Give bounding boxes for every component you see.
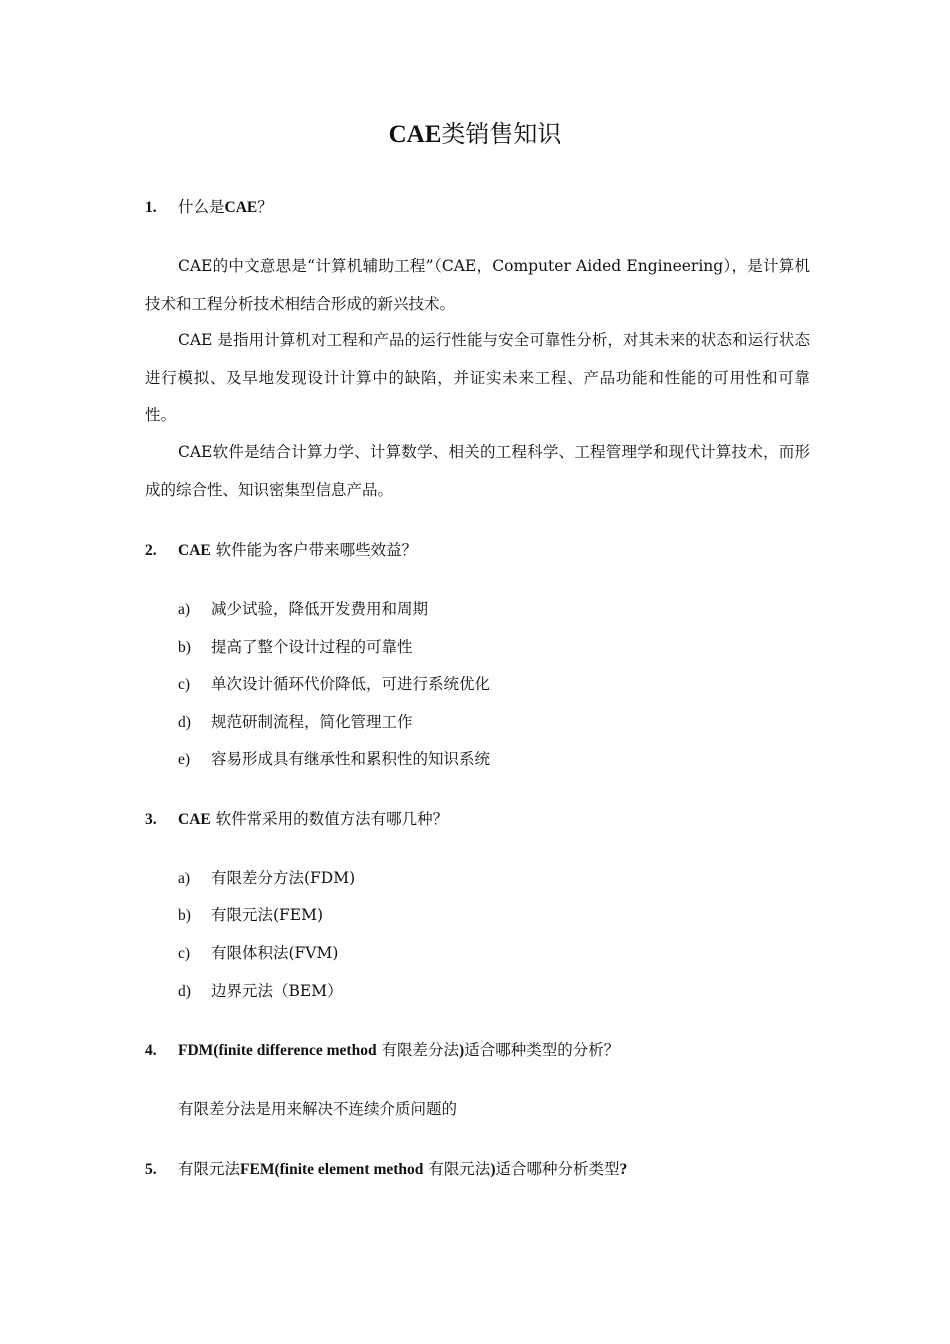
list-text: 减少试验，降低开发费用和周期	[211, 600, 429, 618]
answer-text: 有限差分法是用来解决不连续介质问题的	[178, 1100, 458, 1118]
title-cjk: 类销售知识	[441, 120, 562, 148]
list-text: 单次设计循环代价降低，可进行系统优化	[211, 675, 491, 693]
title-latin: CAE	[388, 121, 442, 148]
list-text: 有限元法(FEM)	[211, 906, 324, 924]
list-text: 容易形成具有继承性和累积性的知识系统	[211, 750, 491, 768]
heading-bold: CAE	[178, 811, 211, 828]
list-letter: d)	[178, 983, 191, 1000]
heading-text: 软件能为客户带来哪些效益？	[215, 541, 418, 559]
list-letter: c)	[178, 676, 191, 693]
heading-text: 适合哪种类型的分析？	[464, 1041, 620, 1059]
section-number: 4.	[145, 1042, 157, 1059]
heading-bold: )	[490, 1161, 496, 1178]
list-letter: c)	[178, 945, 191, 962]
list-letter: a)	[178, 601, 191, 618]
heading-text: 适合哪种分析类型	[495, 1160, 620, 1178]
heading-text: 有限元法	[178, 1160, 241, 1178]
list-text: 边界元法（BEM）	[211, 982, 343, 1000]
heading-text: 有限元法	[428, 1160, 491, 1178]
paragraph: CAE软件是结合计算力学、计算数学、相关的工程科学、工程管理学和现代计算技术，而形成的综合性、知识密集型信息产品。	[145, 443, 810, 499]
paragraph: CAE的中文意思是“计算机辅助工程”（CAE，Computer Aided Engineering），是计算机技术和工程分析技术相结合形成的新兴技术。	[145, 257, 810, 313]
list-text: 有限体积法(FVM)	[211, 944, 339, 962]
list-letter: b)	[178, 907, 191, 924]
list-item	[178, 979, 343, 1004]
list-item	[178, 597, 428, 622]
section-heading-3	[145, 807, 448, 832]
list-item	[178, 941, 338, 966]
heading-text: 软件常采用的数值方法有哪几种？	[215, 810, 449, 828]
list-item	[178, 866, 355, 891]
list-item	[178, 903, 323, 928]
list-text: 有限差分方法(FDM)	[211, 869, 356, 887]
heading-text: ？	[257, 198, 273, 216]
list-item	[178, 710, 413, 735]
list-letter: a)	[178, 870, 191, 887]
section-number: 1.	[145, 199, 157, 216]
heading-text: 什么是	[178, 198, 225, 216]
heading-bold: CAE	[224, 199, 258, 216]
section-number: 5.	[145, 1161, 157, 1178]
section-heading-1	[145, 195, 273, 220]
heading-bold: FDM(finite difference method	[178, 1042, 377, 1059]
heading-text: 有限差分法	[381, 1041, 460, 1059]
list-letter: e)	[178, 751, 191, 768]
section-heading-2	[145, 538, 417, 563]
list-item	[178, 672, 490, 697]
heading-bold: CAE	[178, 542, 211, 559]
section-heading-5	[145, 1157, 627, 1182]
section-number: 3.	[145, 811, 157, 828]
list-text: 提高了整个设计过程的可靠性	[211, 638, 413, 656]
list-item	[178, 635, 413, 660]
list-letter: d)	[178, 714, 191, 731]
heading-bold: ?	[619, 1161, 628, 1178]
list-letter: b)	[178, 639, 191, 656]
section-number: 2.	[145, 542, 157, 559]
paragraph: CAE 是指用计算机对工程和产品的运行性能与安全可靠性分析，对其未来的状态和运行状态进行模拟、及早地发现设计计算中的缺陷，并证实未来工程、产品功能和性能的可用性和可靠性。	[145, 331, 810, 424]
section-heading-4	[145, 1038, 619, 1063]
page-title	[0, 116, 950, 153]
heading-bold: FEM(finite element method	[240, 1161, 424, 1178]
list-text: 规范研制流程，简化管理工作	[211, 713, 413, 731]
list-item	[178, 747, 490, 772]
heading-bold: )	[459, 1042, 465, 1059]
